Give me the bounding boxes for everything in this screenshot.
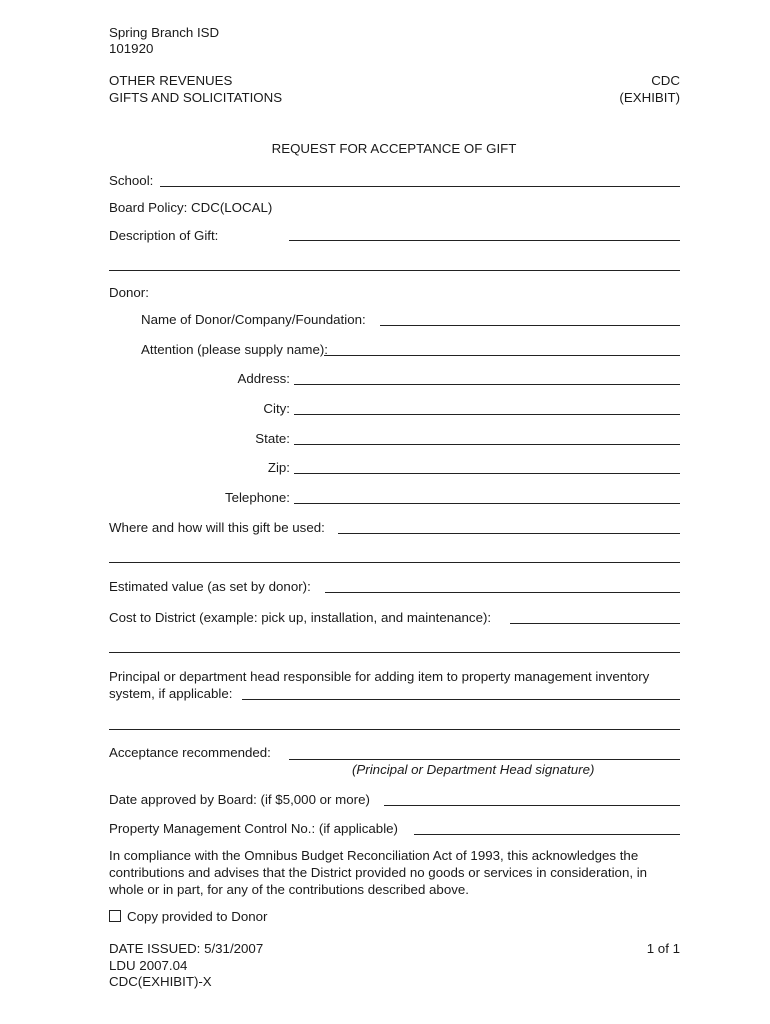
page-number: 1 of 1 <box>646 941 680 956</box>
address-field[interactable] <box>294 384 680 385</box>
usage-label: Where and how will this gift be used: <box>109 520 325 535</box>
date-issued: DATE ISSUED: 5/31/2007 <box>109 941 264 956</box>
principal-field-line2[interactable] <box>109 729 680 730</box>
cost-field-line2[interactable] <box>109 652 680 653</box>
description-field[interactable] <box>289 240 680 241</box>
city-label: City: <box>263 401 290 416</box>
ldu-number: LDU 2007.04 <box>109 958 188 973</box>
principal-label-line2: system, if applicable: <box>109 686 233 701</box>
telephone-label: Telephone: <box>224 490 290 505</box>
description-field-line2[interactable] <box>109 270 680 271</box>
date-approved-label: Date approved by Board: (if $5,000 or more) <box>109 792 370 807</box>
zip-label: Zip: <box>267 460 290 475</box>
compliance-text: In compliance with the Omnibus Budget Reconciliation Act of 1993, this acknowledges the contributions and advises that the District provided no goods or services in consideration, in whole or in part, for any of the contributions described above. <box>109 848 648 897</box>
school-label: School: <box>109 173 154 188</box>
subsection-title: GIFTS AND SOLICITATIONS <box>109 90 283 105</box>
principal-label-line1: Principal or department head responsible for adding item to property management inventory <box>109 669 650 684</box>
district-name: Spring Branch ISD <box>109 25 220 40</box>
city-field[interactable] <box>294 414 680 415</box>
board-policy: Board Policy: CDC(LOCAL) <box>109 200 273 215</box>
attention-label: Attention (please supply name): <box>141 342 329 357</box>
telephone-field[interactable] <box>294 503 680 504</box>
school-field[interactable] <box>160 186 680 187</box>
footer-code: CDC(EXHIBIT)-X <box>109 974 212 989</box>
usage-field-line2[interactable] <box>109 562 680 563</box>
state-field[interactable] <box>294 444 680 445</box>
state-label: State: <box>255 431 290 446</box>
acceptance-label: Acceptance recommended: <box>109 745 271 760</box>
control-no-field[interactable] <box>414 834 680 835</box>
estimated-value-field[interactable] <box>325 592 680 593</box>
copy-checkbox[interactable] <box>109 910 121 922</box>
copy-checkbox-row[interactable] <box>109 908 267 925</box>
address-label: Address: <box>237 371 290 386</box>
estimated-value-label: Estimated value (as set by donor): <box>109 579 311 594</box>
donor-label: Donor: <box>109 285 149 300</box>
policy-type: (EXHIBIT) <box>619 90 680 105</box>
donor-name-field[interactable] <box>380 325 680 326</box>
donor-name-label: Name of Donor/Company/Foundation: <box>141 312 366 327</box>
cost-field[interactable] <box>510 623 680 624</box>
district-code: 101920 <box>109 41 154 56</box>
policy-code: CDC <box>651 73 680 88</box>
principal-field[interactable] <box>242 699 680 700</box>
control-no-label: Property Management Control No.: (if applicable) <box>109 821 398 836</box>
section-title: OTHER REVENUES <box>109 73 233 88</box>
attention-field[interactable] <box>324 355 680 356</box>
signature-field[interactable] <box>289 759 680 760</box>
cost-label: Cost to District (example: pick up, installation, and maintenance): <box>109 610 492 625</box>
date-approved-field[interactable] <box>384 805 680 806</box>
zip-field[interactable] <box>294 473 680 474</box>
signature-caption: (Principal or Department Head signature) <box>352 762 595 777</box>
description-label: Description of Gift: <box>109 228 219 243</box>
copy-label: Copy provided to Donor <box>127 909 268 924</box>
form-title: REQUEST FOR ACCEPTANCE OF GIFT <box>271 141 517 156</box>
usage-field[interactable] <box>338 533 680 534</box>
